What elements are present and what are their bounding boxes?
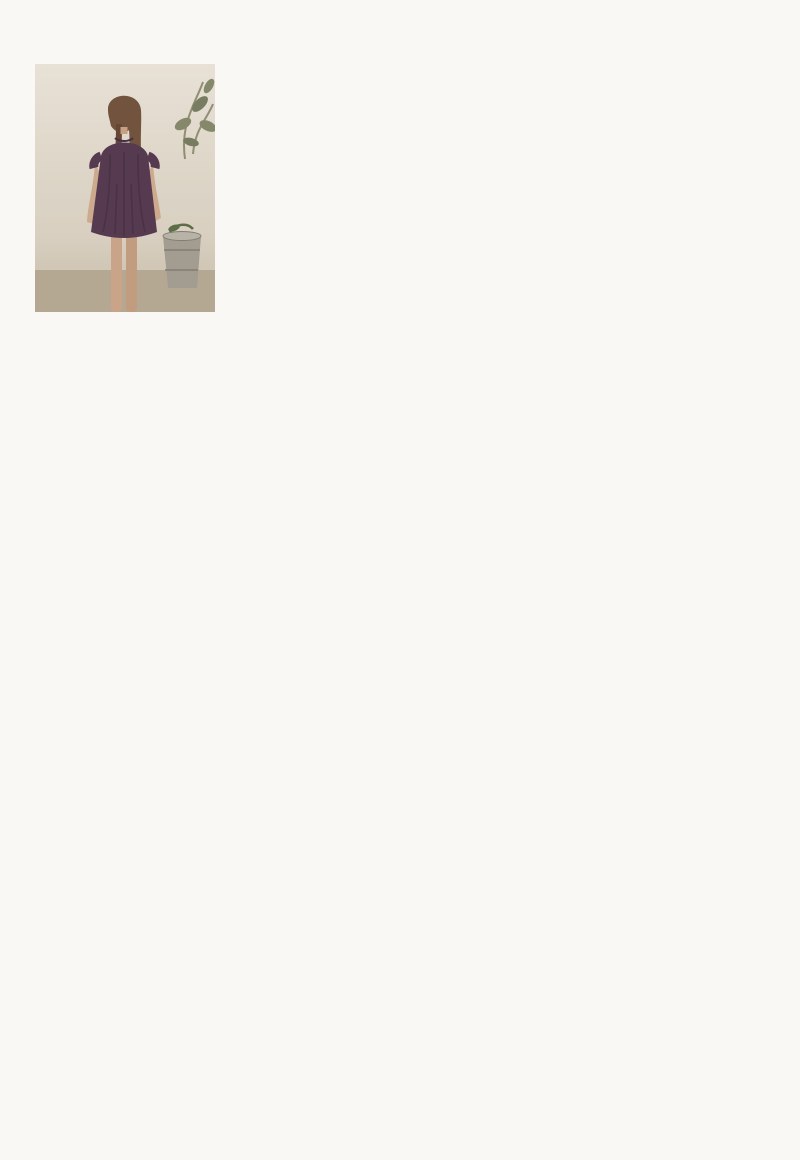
sleeve-schematic bbox=[416, 1044, 551, 1144]
chart-c bbox=[552, 1062, 674, 1126]
chart-a bbox=[412, 60, 800, 776]
chart-b bbox=[490, 772, 742, 1064]
model-photo-art bbox=[35, 64, 215, 312]
body-schematic bbox=[280, 948, 420, 1120]
model-photo bbox=[35, 64, 215, 312]
